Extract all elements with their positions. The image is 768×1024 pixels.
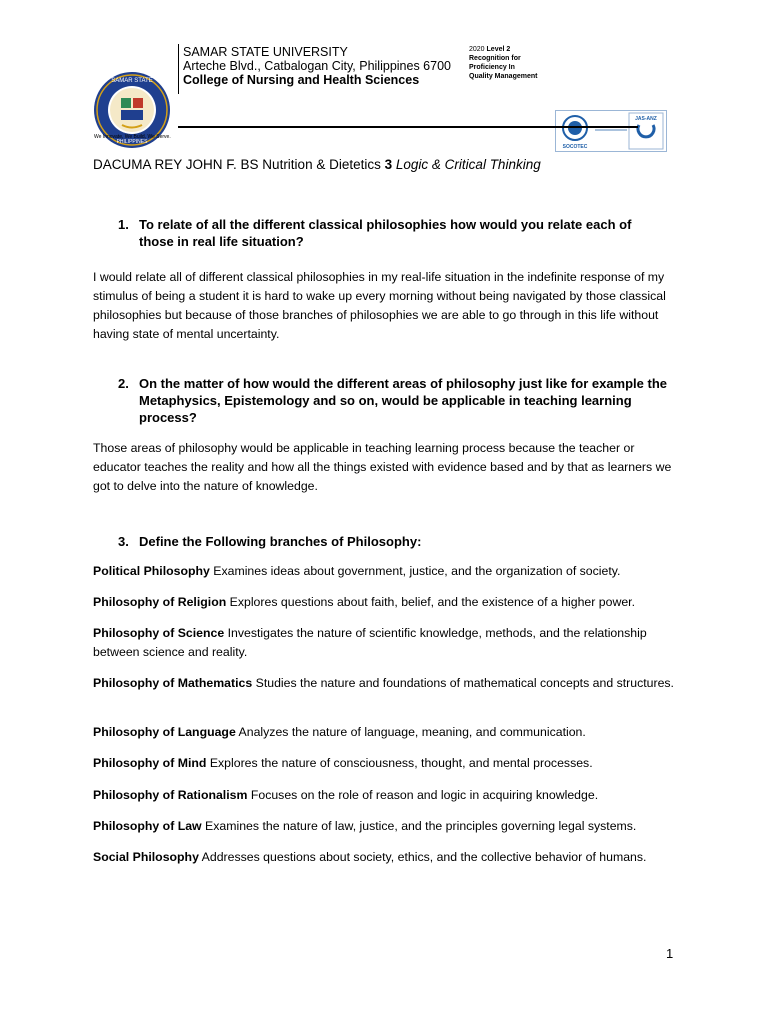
definition-desc: Explores the nature of consciousness, thought, and mental processes. xyxy=(209,756,593,770)
definition-desc: Investigates the nature of scientific knowledge, methods, and the relationship between science and reality. xyxy=(93,626,647,659)
question-text: To relate of all the different classical philosophies how would you relate each of those in real life situation? xyxy=(139,217,632,249)
definition-item xyxy=(93,848,683,867)
question-2 xyxy=(118,375,668,426)
definition-term: Philosophy of Science xyxy=(93,626,225,640)
award-line2: Recognition for xyxy=(469,55,521,62)
university-name: SAMAR STATE UNIVERSITY xyxy=(183,45,348,59)
definition-term: Philosophy of Law xyxy=(93,819,202,833)
student-name: DACUMA REY JOHN F. xyxy=(93,157,237,172)
definition-item xyxy=(93,624,683,662)
university-motto: We Innovate, We Build, We Serve. xyxy=(94,134,171,140)
definition-term: Philosophy of Mathematics xyxy=(93,676,253,690)
definition-item xyxy=(93,723,683,742)
definition-item xyxy=(93,754,683,773)
question-text: Define the Following branches of Philosophy: xyxy=(139,534,422,549)
definition-desc: Studies the nature and foundations of mathematical concepts and structures. xyxy=(255,676,674,690)
definition-term: Social Philosophy xyxy=(93,850,199,864)
award-line4: Quality Management xyxy=(469,73,538,80)
student-program: BS Nutrition & Dietetics xyxy=(240,157,381,172)
definition-desc: Focuses on the role of reason and logic in acquiring knowledge. xyxy=(250,788,599,802)
header-divider-vertical xyxy=(178,44,179,94)
award-block xyxy=(469,45,537,81)
definition-desc: Examines the nature of law, justice, and the principles governing legal systems. xyxy=(205,819,637,833)
university-address: Arteche Blvd., Catbalogan City, Philippines 6700 xyxy=(183,59,451,73)
student-year: 3 xyxy=(384,157,393,172)
answer-1: I would relate all of different classical philosophies in my real-life situation in the indefinite response of my stimulus of being a student it is hard to wake up every morning without being navigated by those classical philosophies but because of those branches of philosophies we are able to go through in this life without having state of mental uncertainty. xyxy=(93,270,666,341)
definition-desc: Analyzes the nature of language, meaning, and communication. xyxy=(238,725,586,739)
definition-item xyxy=(93,593,683,612)
question-1 xyxy=(118,216,668,250)
award-line3: Proficiency In xyxy=(469,64,515,71)
page-number: 1 xyxy=(666,946,674,961)
question-number: 1. xyxy=(118,217,129,232)
definition-item xyxy=(93,674,683,693)
college-name: College of Nursing and Health Sciences xyxy=(183,73,420,87)
svg-text:SOCOTEC: SOCOTEC xyxy=(562,144,588,150)
student-info-line xyxy=(93,157,541,172)
definition-item xyxy=(93,562,683,581)
question-text: On the matter of how would the different areas of philosophy just like for example the Metaphysics, Epistemology and so on, would be applicable in teaching learning process? xyxy=(139,376,668,425)
svg-text:SAMAR STATE: SAMAR STATE xyxy=(111,78,153,84)
university-header-block xyxy=(183,45,451,87)
definition-term: Political Philosophy xyxy=(93,564,210,578)
certification-badges xyxy=(555,110,667,152)
svg-text:JAS-ANZ: JAS-ANZ xyxy=(635,116,657,122)
definition-term: Philosophy of Mind xyxy=(93,756,207,770)
definition-term: Philosophy of Religion xyxy=(93,595,227,609)
question-number: 2. xyxy=(118,376,129,391)
definition-item xyxy=(93,786,683,805)
definition-term: Philosophy of Language xyxy=(93,725,236,739)
definition-desc: Addresses questions about society, ethics, and the collective behavior of humans. xyxy=(201,850,647,864)
header-divider-horizontal xyxy=(178,126,638,128)
award-year: 2020 xyxy=(469,46,485,53)
answer-2: Those areas of philosophy would be applicable in teaching learning process because the teacher or educator teaches the reality and how all the things existed with evidence based and by that as learners we got to delve into the nature of knowledge. xyxy=(93,441,672,493)
svg-text:PHILIPPINES: PHILIPPINES xyxy=(116,139,148,145)
award-level: Level 2 xyxy=(486,46,511,53)
question-number: 3. xyxy=(118,534,129,549)
definition-desc: Examines ideas about government, justice, and the organization of society. xyxy=(213,564,621,578)
course-title: Logic & Critical Thinking xyxy=(395,157,541,172)
definition-desc: Explores questions about faith, belief, and the existence of a higher power. xyxy=(229,595,636,609)
definition-item xyxy=(93,817,683,836)
definition-term: Philosophy of Rationalism xyxy=(93,788,248,802)
question-3 xyxy=(118,533,668,550)
